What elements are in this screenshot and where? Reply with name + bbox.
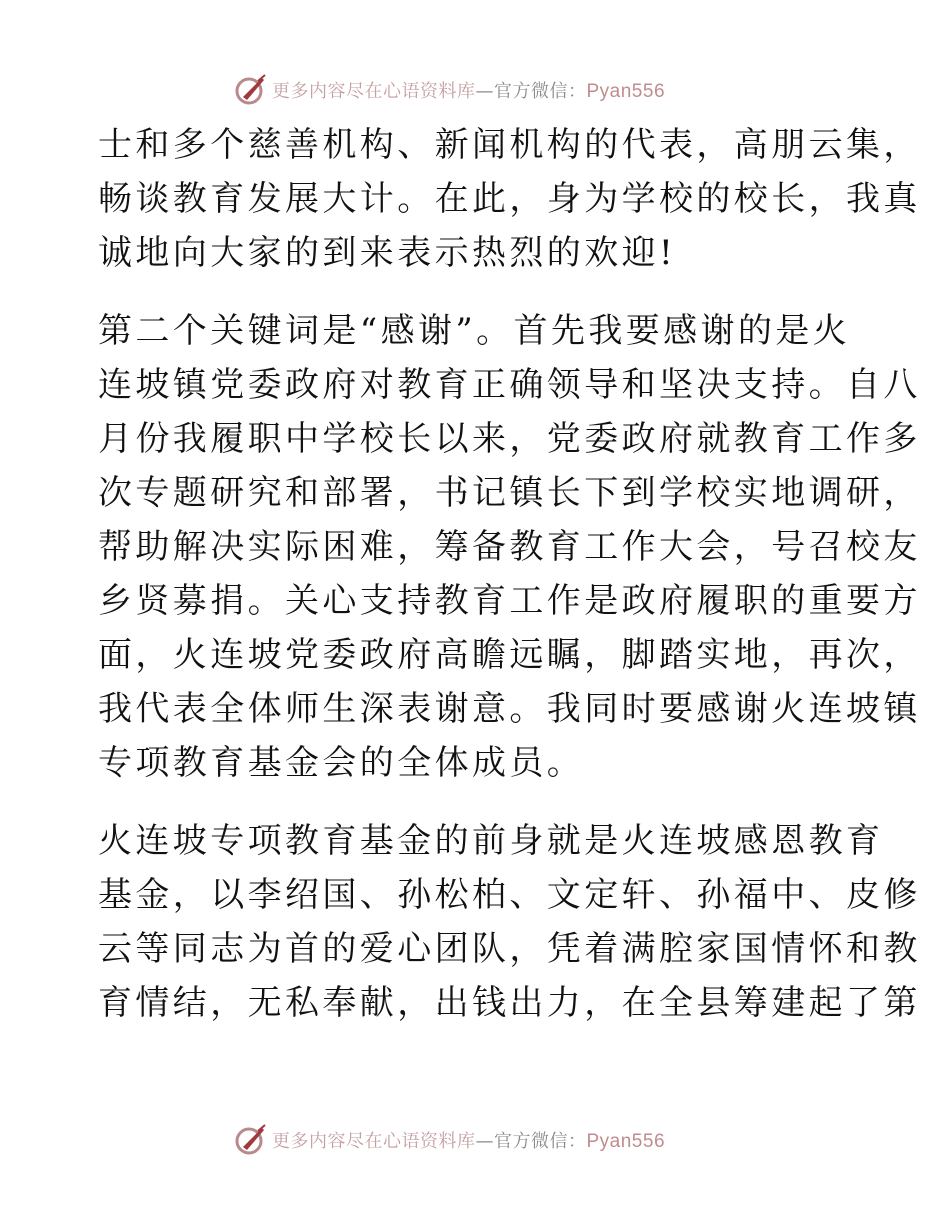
text-line: 面，火连坡党委政府高瞻远瞩，脚踏实地，再次， <box>98 635 921 675</box>
quill-pen-logo-icon <box>234 73 268 107</box>
watermark-id: Pyan556 <box>586 81 666 102</box>
paragraph-fund <box>98 818 921 1034</box>
paragraph-welcome <box>98 122 921 284</box>
text-line: 月份我履职中学校长以来，党委政府就教育工作多 <box>98 419 921 459</box>
document-body <box>98 122 921 1034</box>
text-line: 士和多个慈善机构、新闻机构的代表，高朋云集， <box>98 125 921 165</box>
watermark-text <box>272 77 665 103</box>
text-line: 诚地向大家的到来表示热烈的欢迎! <box>98 233 677 273</box>
text-line: 畅谈教育发展大计。在此，身为学校的校长，我真 <box>98 179 921 219</box>
paragraph-thanks <box>98 308 921 794</box>
watermark-official: 官方微信： <box>494 1131 587 1152</box>
watermark-main: 更多内容尽在心语资料库 <box>272 1131 476 1152</box>
quill-pen-logo-icon <box>234 1123 268 1157</box>
text-line: 基金，以李绍国、孙松柏、文定轩、孙福中、皮修 <box>98 875 921 915</box>
text-line: 乡贤募捐。关心支持教育工作是政府履职的重要方 <box>98 581 921 621</box>
text-line: 专项教育基金会的全体成员。 <box>98 743 585 783</box>
text-line: 次专题研究和部署，书记镇长下到学校实地调研， <box>98 473 921 513</box>
text-line: 火连坡专项教育基金的前身就是火连坡感恩教育 <box>98 821 884 861</box>
text-line: 育情结，无私奉献，出钱出力，在全县筹建起了第 <box>98 983 921 1023</box>
watermark-text <box>272 1127 665 1153</box>
watermark-id: Pyan556 <box>586 1131 666 1152</box>
text-line: 帮助解决实际困难，筹备教育工作大会，号召校友 <box>98 527 921 567</box>
watermark-dash: — <box>475 1131 494 1152</box>
watermark-main: 更多内容尽在心语资料库 <box>272 81 476 102</box>
text-line: 我代表全体师生深表谢意。我同时要感谢火连坡镇 <box>98 689 921 729</box>
footer-watermark <box>234 1122 665 1158</box>
header-watermark <box>234 72 665 108</box>
text-line: 云等同志为首的爱心团队，凭着满腔家国情怀和教 <box>98 929 921 969</box>
watermark-dash: — <box>475 81 494 102</box>
text-line: 连坡镇党委政府对教育正确领导和坚决支持。自八 <box>98 365 921 405</box>
text-line: 第二个关键词是“感谢”。首先我要感谢的是火 <box>98 311 851 351</box>
watermark-official: 官方微信： <box>494 81 587 102</box>
